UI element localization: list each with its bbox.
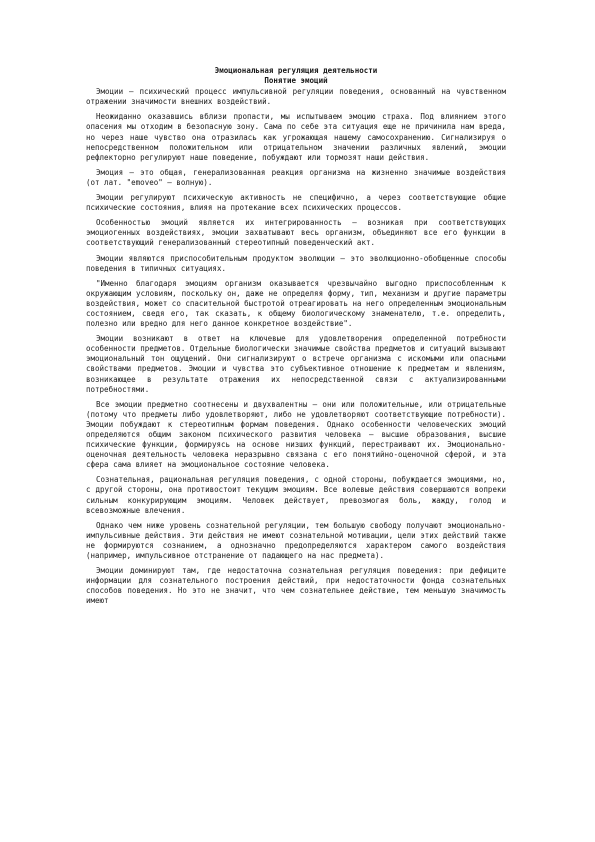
- paragraph: Эмоции – психический процесс импульсивной регуляции поведения, основанный на чувственном отражении значимости внешних воздействий.: [86, 87, 506, 107]
- paragraph-quote: "Именно благодаря эмоциям организм оказывается чрезвычайно выгодно приспособленным к окружающим условиям, поскольку он, даже не определяя форму, тип, механизм и другие параметры воздействия, может со спасительной быстротой отреагировать на него определенным эмоциональным состоянием, сведя его, так сказать, к общему биологическому знаменателю, т.е. определить, полезно или вредно для него данное конкретное воздействие".: [86, 278, 506, 329]
- paragraph: Особенностью эмоций является их интегрированность – возникая при соответствующих эмоциогенных воздействиях, эмоции захватывают весь организм, объединяют все его функции в соответствующий генерализованный стереотипный поведенческий акт.: [86, 218, 506, 248]
- paragraph: Эмоции возникают в ответ на ключевые для удовлетворения определенной потребности особенности предметов. Отдельные биологически значимые свойства предметов и ситуаций вызывают эмоциональный тон ощущений. Они сигнализируют о встрече организма с искомыми или опасными свойствами предметов. Эмоции и чувства это субъективное отношение к предметам и явлениям, возникающее в результате отражения их непосредственной связи с актуализированными потребностями.: [86, 334, 506, 394]
- paragraph: Эмоции являются приспособительным продуктом эволюции – это эволюционно-обобщенные способы поведения в типичных ситуациях.: [86, 253, 506, 273]
- paragraph: Все эмоции предметно соотнесены и двухвалентны – они или положительные, или отрицательные (потому что предметы либо удовлетворяют, либо не удовлетворяют соответствующие потребности). Эмоции побуждают к стереотипным формам поведения. Однако особенности человеческих эмоций определяются общим законом психического развития человека – высшие образования, высшие психические функции, формируясь на основе низших функций, перестраивают их. Эмоционально-оценочная деятельность человека неразрывно связана с его понятийно-оценочной сферой, и эта сфера сама влияет на эмоциональное состояние человека.: [86, 399, 506, 470]
- paragraph: Эмоция – это общая, генерализованная реакция организма на жизненно значимые воздействия (от лат. "emoveo" – волную).: [86, 167, 506, 187]
- section-heading: Понятие эмоций: [264, 76, 328, 86]
- document-page: [86, 66, 506, 612]
- paragraph: Сознательная, рациональная регуляция поведения, с одной стороны, побуждается эмоциями, но, с другой стороны, она противостоит текущим эмоциям. Все волевые действия совершаются вопреки сильным конкурирующим эмоциям. Человек действует, превозмогая боль, жажду, голод и всевозможные влечения.: [86, 475, 506, 515]
- paragraph: Эмоции регулируют психическую активность не специфично, а через соответствующие общие психические состояния, влияя на протекание всех психических процессов.: [86, 193, 506, 213]
- paragraph: Эмоции доминируют там, где недостаточна сознательная регуляция поведения: при дефиците информации для сознательного построения действий, при недостаточности фонда сознательных способов поведения. Но это не значит, что чем сознательнее действие, тем меньшую значимость имеют: [86, 566, 506, 606]
- paragraph: Неожиданно оказавшись вблизи пропасти, мы испытываем эмоцию страха. Под влиянием этого опасения мы отходим в безопасную зону. Сама по себе эта ситуация еще не причинила нам вреда, но через наше чувство она отразилась как угрожающая нашему самосохранению. Сигнализируя о непосредственном положительном или отрицательном значении различных явлений, эмоции рефлекторно регулируют наше поведение, побуждают или тормозят наши действия.: [86, 112, 506, 162]
- document-title: Эмоциональная регуляция деятельности: [214, 66, 378, 75]
- paragraph: Однако чем ниже уровень сознательной регуляции, тем большую свободу получают эмоционально-импульсивные действия. Эти действия не имеют сознательной мотивации, цели этих действий также не формируются сознанием, а однозначно предопределяются характером самого воздействия (например, импульсивное отстранение от падающего на нас предмета).: [86, 520, 506, 561]
